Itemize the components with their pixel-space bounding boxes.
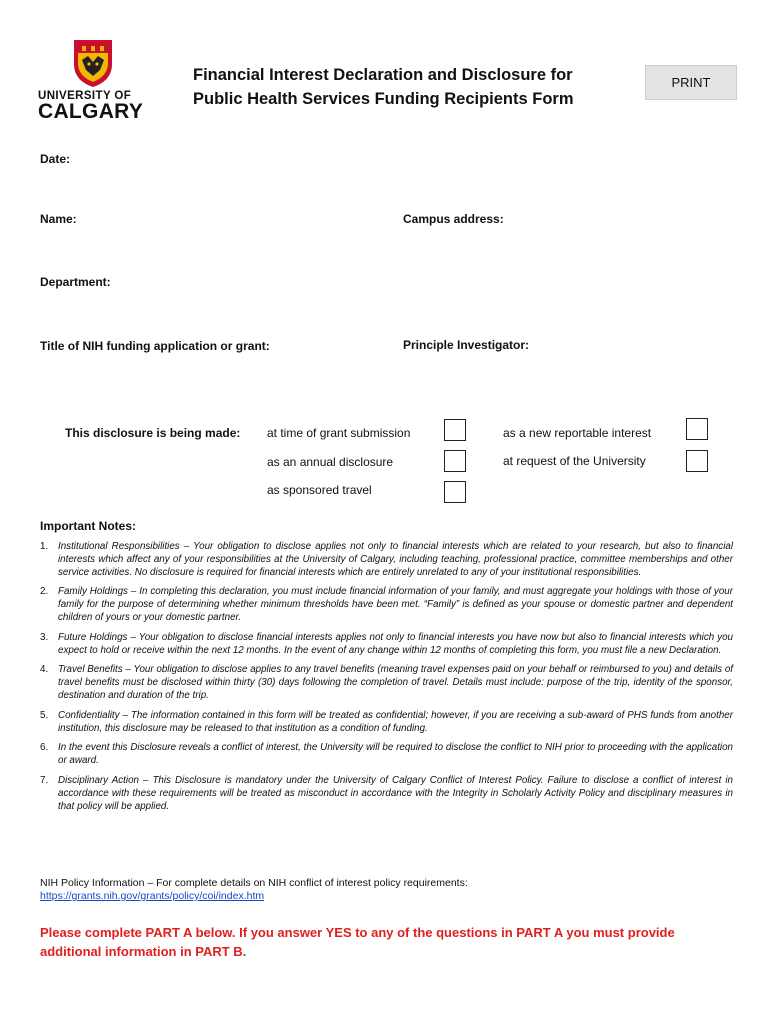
note-item [40,775,733,813]
option-sponsored-travel-checkbox[interactable] [444,481,466,503]
option-new-reportable-interest-checkbox[interactable] [686,418,708,440]
note-text: In the event this Disclosure reveals a conflict of interest, the University will be required to disclose the conflict to NIH prior to proceeding with the application or award. [58,742,733,767]
option-grant-submission-label: at time of grant submission [267,426,411,440]
date-label: Date: [40,152,71,166]
option-university-request-label: at request of the University [503,454,646,468]
option-new-reportable-interest-label: as a new reportable interest [503,426,652,440]
note-item [40,742,733,768]
form-title [193,63,613,111]
logo-text-line2: CALGARY [38,100,144,123]
name-label: Name: [40,212,77,226]
note-item [40,541,733,579]
principal-investigator-label: Principle Investigator: [403,338,530,352]
note-number: 4. [40,664,49,676]
print-button[interactable]: PRINT [645,65,737,100]
note-item [40,586,733,624]
important-notes-heading: Important Notes: [40,519,136,533]
option-annual-disclosure-checkbox[interactable] [444,450,466,472]
campus-address-label: Campus address: [403,212,504,226]
nih-title-label: Title of NIH funding application or grant: [40,339,270,353]
note-text: Disciplinary Action – This Disclosure is mandatory under the University of Calgary Conflict of Interest Policy. Failure to disclose a conflict of interest in accordance with these requirements will be treated as misconduct in accordance with the Integrity in Scholarly Activity Policy and disciplinary measures in that policy will be applied. [58,774,733,812]
nih-policy-info [40,877,468,903]
option-annual-disclosure-label: as an annual disclosure [267,455,394,469]
department-label: Department: [40,275,111,289]
form-title-line1: Financial Interest Declaration and Disclosure for [193,66,573,84]
disclosure-label: This disclosure is being made: [65,426,241,440]
form-title-line2: Public Health Services Funding Recipients Form [193,90,574,108]
note-number: 7. [40,774,49,786]
note-number: 3. [40,631,49,643]
part-a-instruction: Please complete PART A below. If you answer YES to any of the questions in PART A you must provide additional information in PART B. [40,925,675,959]
nih-policy-link[interactable]: https://grants.nih.gov/grants/policy/coi/index.htm [40,890,265,902]
note-text: Institutional Responsibilities – Your obligation to disclose applies not only to financial interests which are related to your research, but also to financial interests which affect any of your responsibilities at the University of Calgary, including teaching, professional practice, committee memberships and other service activities. No disclosure is required for financial interests which are entirely unrelated to any of your institutional responsibilities. [58,541,733,578]
note-number: 2. [40,586,49,598]
university-logo [38,38,150,124]
logo-text-line1: UNIVERSITY OF [38,90,132,102]
note-item [40,632,733,658]
important-notes-list [40,541,733,820]
note-number: 5. [40,709,49,721]
note-item [40,664,733,702]
note-text: Future Holdings – Your obligation to disclose financial interests applies not only to financial interests you have now but also to financial interests which you expect to hold or receive within the next 12 months. In the event of any change within 12 months of completing this form, you must file a new Declaration. [58,631,733,656]
note-text: Travel Benefits – Your obligation to disclose applies to any travel benefits (meaning travel expenses paid on your behalf or reimbursed to you) and details of travel benefits must be disclosed within thirty (30) days following the completion of travel. Details must include: purpose of the trip, identity of the sponsor, destination and duration of the trip. [58,664,733,701]
option-sponsored-travel-label: as sponsored travel [267,483,372,497]
university-crest-icon [72,38,114,88]
option-grant-submission-checkbox[interactable] [444,419,466,441]
note-number: 6. [40,742,49,754]
note-number: 1. [40,541,49,552]
option-university-request-checkbox[interactable] [686,450,708,472]
note-text: Family Holdings – In completing this declaration, you must include financial information of your family, and must aggregate your holdings with those of your family for the purpose of determining whether minimum thresholds have been met. “Family” is defined as your spouse or domestic partner and dependent children of yours or your domestic partner. [58,586,733,623]
note-text: Confidentiality – The information contained in this form will be treated as confidential; however, if you are receiving a sub-award of PHS funds from another institution, this disclosure may be released to that institution as a condition of funding. [58,709,733,734]
nih-policy-text: NIH Policy Information – For complete details on NIH conflict of interest policy requirements: [40,877,468,889]
note-item [40,710,733,736]
